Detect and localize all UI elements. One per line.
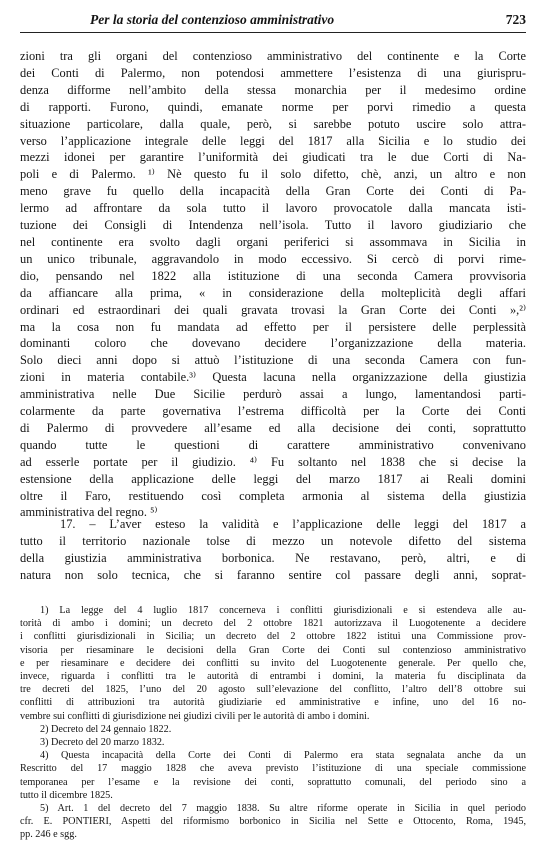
text-line: meno grave fu quello della incapacità della Gran Corte dei Conti di Pa- bbox=[20, 184, 526, 199]
running-head: Per la storia del contenzioso amministrativo bbox=[90, 12, 335, 27]
footnote-line: Rescritto del 17 maggio 1828 che aveva previsto l’istituzione di una speciale commissione bbox=[20, 763, 526, 775]
text-line: dei Conti di Palermo, non potendosi ammettere l’esistenza di una giurispru- bbox=[20, 65, 526, 80]
footnote-line: visoria per riesaminare le decisioni della Gran Corte dei Conti sul contenzioso amministrativo bbox=[20, 644, 526, 656]
footnote-2: 2) Decreto del 24 gennaio 1822. bbox=[40, 723, 172, 735]
footnote-line: vembre sui conflitti di giurisdizione nei giudizi civili per le autorità di ambo i domini. bbox=[20, 710, 370, 722]
header-rule bbox=[20, 32, 526, 33]
footnote-line: e per riesaminare e decidere dei conflitti su invito del Luogotenente generale. Per quello che, bbox=[20, 657, 526, 669]
text-line: Solo dieci anni dopo si attuò l’istituzione di una seconda Camera con fun- bbox=[20, 353, 526, 368]
text-line: amministrativa del regno. ⁵⁾ bbox=[20, 505, 158, 520]
text-line: della giustizia amministrativa borbonica. Ne restavano, però, altri, e di bbox=[20, 550, 526, 565]
text-line: amministrativa nelle Due Sicilie perdurò assai a lungo, lamentandosi parti- bbox=[20, 387, 526, 402]
text-line: ma la cosa non fu mandata ad effetto per il persistere delle perplessità bbox=[20, 319, 526, 334]
text-line: tuzione dei Consigli di Intendenza nell’isola. Tutto il lavoro giudiziario che bbox=[20, 218, 526, 233]
section-17-paragraph bbox=[20, 516, 526, 584]
text-line: dio, pensando nel 1822 alla istituzione di una seconda Camera provvisoria bbox=[20, 268, 526, 283]
footnote-line: torità di ambo i domini; un decreto del 2 ottobre 1821 autorizzava il Luogotenente a decidere bbox=[20, 618, 526, 630]
page bbox=[20, 10, 526, 841]
footnote-3: 3) Decreto del 20 marzo 1832. bbox=[40, 737, 165, 749]
footnote-line: cfr. E. PONTIERI, Aspetti del riformismo borbonico in Sicilia nel Sette e Ottocento, Roma, 1945, bbox=[20, 816, 526, 828]
text-line: oltre il Faro, restituendo così completa armonia al sistema della giustizia bbox=[20, 488, 526, 503]
footnote-line: conflitti di attribuzioni tra autorità giudiziarie ed amministrative e infine, uno del 16 no- bbox=[20, 697, 526, 709]
text-line: lermo ad affrontare da sola tutto il lavoro provocatole dalla mancata isti- bbox=[20, 201, 526, 216]
text-line: di Palermo di provvedere all’esame ed alla decisione dei conti, soprattutto bbox=[20, 420, 526, 435]
footnote-1: 1) La legge del 4 luglio 1817 concerneva i conflitti giurisdizionali e si estendeva alle au- bbox=[40, 605, 526, 616]
text-line: mezzi idonei per garantire l’uniformità dei giudicati tra le due Corti di Na- bbox=[20, 150, 526, 165]
text-line: dominanti coloro che dovevano decidere l’organizzazione della materia. bbox=[20, 336, 526, 351]
text-line: ordinari ed estraordinari dei quali gravata trovasi la Gran Corte dei Conti »,²⁾ bbox=[20, 302, 526, 317]
footnote-line: temporanea per l’esame e la revisione dei conti, soprattutto comunali, del periodo sino a bbox=[20, 776, 526, 788]
text-line: quando tutte le questioni di carattere amministrativo convenivano bbox=[20, 437, 526, 452]
footnote-line: invece, riguarda i conflitti tra le autorità di entrambi i domini, la materia fu disciplinata da bbox=[20, 671, 526, 683]
text-line: da affiancare alla prima, « in considerazione della molteplicità degli affari bbox=[20, 285, 526, 300]
text-line: un unico tribunale, aggravandolo in modo eccessivo. Si cercò di porvi rime- bbox=[20, 251, 526, 266]
footnotes bbox=[20, 604, 526, 842]
footnote-line: tre decreti del 1825, l’uno del 20 agosto sull’elevazione del conflitto, l’altro dell’8 ottobre sui bbox=[20, 684, 526, 696]
section-heading-line: 17. – L’aver esteso la validità e l’applicazione delle leggi del 1817 a bbox=[60, 517, 526, 531]
text-line: colarmente da parte governativa l’estrema difficoltà per la Corte dei Conti bbox=[20, 404, 526, 419]
text-line: denza difforme nell’ambito della stessa monarchia per il medesimo ordine bbox=[20, 82, 526, 97]
page-header bbox=[20, 10, 526, 30]
text-line: ad esserle portate per il giudizio. ⁴⁾ Fu soltanto nel 1838 che si decise la bbox=[20, 454, 526, 469]
text-line: poli e di Palermo. ¹⁾ Nè questo fu il solo difetto, chè, anzi, un altro e non bbox=[20, 167, 526, 182]
text-line: zioni tra gli organi del contenzioso amministrativo del continente e la Corte bbox=[20, 49, 526, 63]
footnote-line: pp. 246 e sgg. bbox=[20, 829, 77, 841]
text-line: tutto il territorio nazionale tolse di mezzo un notevole difetto del sistema bbox=[20, 533, 526, 548]
footnote-5: 5) Art. 1 del decreto del 7 maggio 1838. Su altre riforme operate in Sicilia in quel periodo bbox=[40, 803, 526, 815]
footnote-line: i conflitti giurisdizionali in Sicilia; un decreto del 2 ottobre 1822 istituì una Commissione prov- bbox=[20, 631, 526, 643]
text-line: di rapporti. Furono, quindi, emanate norme per porvi rimedio a questa bbox=[20, 99, 526, 114]
main-paragraph bbox=[20, 48, 526, 521]
text-line: situazione particolare, dalla quale, però, si sarebbe potuto uscire solo attra- bbox=[20, 116, 526, 131]
footnote-4: 4) Questa incapacità della Corte dei Conti di Palermo era stata segnalata anche da un bbox=[40, 750, 526, 762]
footnote-line: tutto il dicembre 1825. bbox=[20, 789, 113, 801]
text-line: natura non solo tecnica, che si faranno sentire col passare degli anni, soprat- bbox=[20, 567, 526, 582]
page-number: 723 bbox=[505, 12, 526, 27]
text-line: verso l’applicazione integrale delle leggi del 1817 alla Sicilia e lo studio dei bbox=[20, 133, 526, 148]
text-line: zioni in materia contabile.³⁾ Questa lacuna nella organizzazione della giustizia bbox=[20, 370, 526, 385]
text-line: nel continente era svolto dagli organi periferici si assommava in Sicilia in bbox=[20, 234, 526, 249]
text-line: estensione della applicazione delle leggi del marzo 1817 ai Reali domini bbox=[20, 471, 526, 486]
